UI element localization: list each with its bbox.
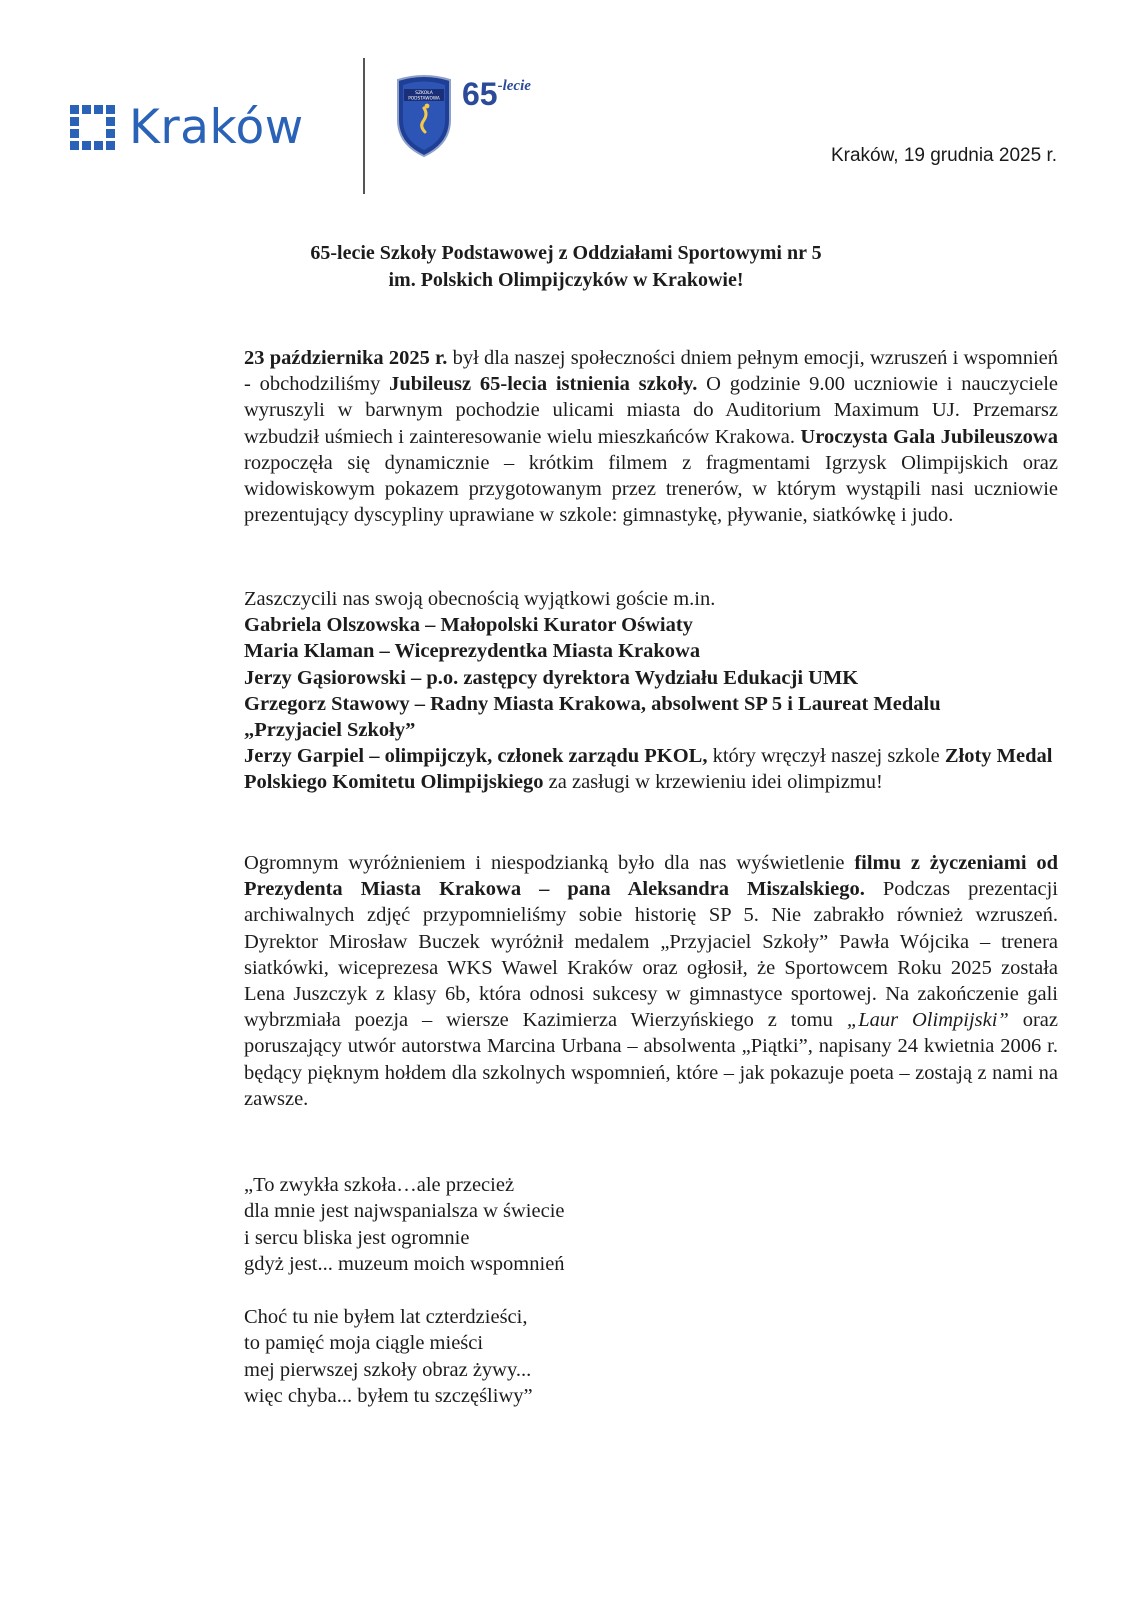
poem-line: mej pierwszej szkoły obraz żywy... xyxy=(244,1358,532,1381)
guest-item: Gabriela Olszowska – Małopolski Kurator Oświaty xyxy=(244,614,693,637)
guest-pkol-end: za zasługi w krzewieniu idei olimpizmu! xyxy=(543,771,883,794)
krakow-logo-icon xyxy=(70,105,115,150)
title-line-1: 65-lecie Szkoły Podstawowej z Oddziałami Sportowymi nr 5 xyxy=(310,242,822,264)
guest-item: Grzegorz Stawowy – Radny Miasta Krakowa, absolwent SP 5 i Laureat Medalu xyxy=(244,692,941,715)
krakow-logo xyxy=(70,100,304,155)
jubilee-label: Jubileusz 65-lecia istnienia szkoły. xyxy=(389,373,698,396)
poem-line: dla mnie jest najwspanialsza w świecie xyxy=(244,1200,565,1223)
intro-text-c: rozpoczęła się dynamicznie – krótkim filmem z fragmentami Igrzysk Olimpijskich oraz widowiskowym pokazem przygotowanym przez trenerów, w którym wystąpili nasi uczniowie prezentujący dyscypliny uprawiane w szkole: gimnastykę, pływanie, siatkówkę i judo. xyxy=(244,451,1058,527)
poem-line: i sercu bliska jest ogromnie xyxy=(244,1226,470,1249)
header-divider xyxy=(363,58,365,194)
page-title xyxy=(0,240,1132,294)
letter-date: Kraków, 19 grudnia 2025 r. xyxy=(830,145,1057,166)
guests-section xyxy=(244,586,1058,796)
title-line-2: im. Polskich Olimpijczyków w Krakowie! xyxy=(388,269,744,291)
anniversary-suffix: -lecie xyxy=(497,78,531,94)
event-date: 23 października 2025 r. xyxy=(244,347,448,369)
poem-line: więc chyba... byłem tu szczęśliwy” xyxy=(244,1385,533,1408)
gold-medal-label: Złoty Medal Polskiego Komitetu Olimpijskiego xyxy=(244,745,1053,794)
guest-item-cont: „Przyjaciel Szkoły” xyxy=(244,719,416,742)
poem-line: Choć tu nie byłem lat czterdzieści, xyxy=(244,1306,528,1328)
intro-text-a: był dla naszej społeczności dniem pełnym emocji, wzruszeń i wspomnień - obchodziliśmy xyxy=(244,347,1059,396)
anniversary-number: 65 xyxy=(462,76,498,112)
gala-label: Uroczysta Gala Jubileuszowa xyxy=(800,425,1058,448)
guest-item: Jerzy Gąsiorowski – p.o. zastępcy dyrektora Wydziału Edukacji UMK xyxy=(244,666,859,689)
anniversary-mark xyxy=(462,76,531,113)
krakow-logo-text: Kraków xyxy=(129,100,304,155)
gala-text-c: oraz poruszający utwór autorstwa Marcina Urbana – absolwenta „Piątki”, napisany 24 kwietnia 2006 r. będący pięknym hołdem dla szkolnych wspomnień, które – jak pokazuje poeta – zostają z nami na zawsze. xyxy=(244,1009,1058,1110)
gala-text-a: Ogromnym wyróżnieniem i niespodzianką było dla nas wyświetlenie xyxy=(244,852,855,874)
svg-text:PODSTAWOWA: PODSTAWOWA xyxy=(408,96,440,102)
svg-text:SZKOŁA: SZKOŁA xyxy=(415,91,433,96)
paragraph-intro xyxy=(244,345,1058,528)
guest-pkol-name: Jerzy Garpiel – olimpijczyk, członek zarządu PKOL, xyxy=(244,745,708,768)
poem-line: gdyż jest... muzeum moich wspomnień xyxy=(244,1253,565,1276)
poem-line: to pamięć moja ciągle mieści xyxy=(244,1332,484,1355)
gala-text-b: Podczas prezentacji archiwalnych zdjęć przypomnieliśmy sobie historię SP 5. Nie zabrakło również wzruszeń. Dyrektor Mirosław Buczek wyróżnił medalem „Przyjaciel Szkoły” Pawła Wójcika – trenera siatkówki, wiceprezesa WKS Wawel Kraków oraz ogłosił, że Sportowcem Roku 2025 została Lena Juszczyk z klasy 6b, która odnosi sukcesy w gimnastyce sportowej. Na zakończenie gali wybrzmiała poezja – wiersze Kazimierza Wierzyńskiego z tomu xyxy=(244,878,1058,1032)
paragraph-gala xyxy=(244,850,1058,1112)
school-badge-icon xyxy=(394,74,454,163)
poem-stanza-2 xyxy=(244,1304,533,1410)
guest-item-pkol xyxy=(244,743,1058,795)
guest-pkol-text: który wręczył naszej szkole xyxy=(707,745,945,768)
poem-stanza-1 xyxy=(244,1172,565,1278)
intro-text-b: O godzinie 9.00 uczniowie i nauczyciele wyruszyli w barwnym pochodzie ulicami miasta do Auditorium Maximum UJ. Przemarsz wzbudził uśmiech i zainteresowanie wielu mieszkańców Krakowa. xyxy=(244,373,1058,448)
poem-line: „To zwykła szkoła…ale przecież xyxy=(244,1174,515,1196)
book-title: „Laur Olimpijski” xyxy=(846,1009,1009,1032)
guest-item: Maria Klaman – Wiceprezydentka Miasta Krakowa xyxy=(244,640,701,663)
guests-intro: Zaszczycili nas swoją obecnością wyjątkowi goście m.in. xyxy=(244,588,716,610)
mayor-film-label: filmu z życzeniami od Prezydenta Miasta Krakowa – pana Aleksandra Miszalskiego. xyxy=(244,852,1058,901)
